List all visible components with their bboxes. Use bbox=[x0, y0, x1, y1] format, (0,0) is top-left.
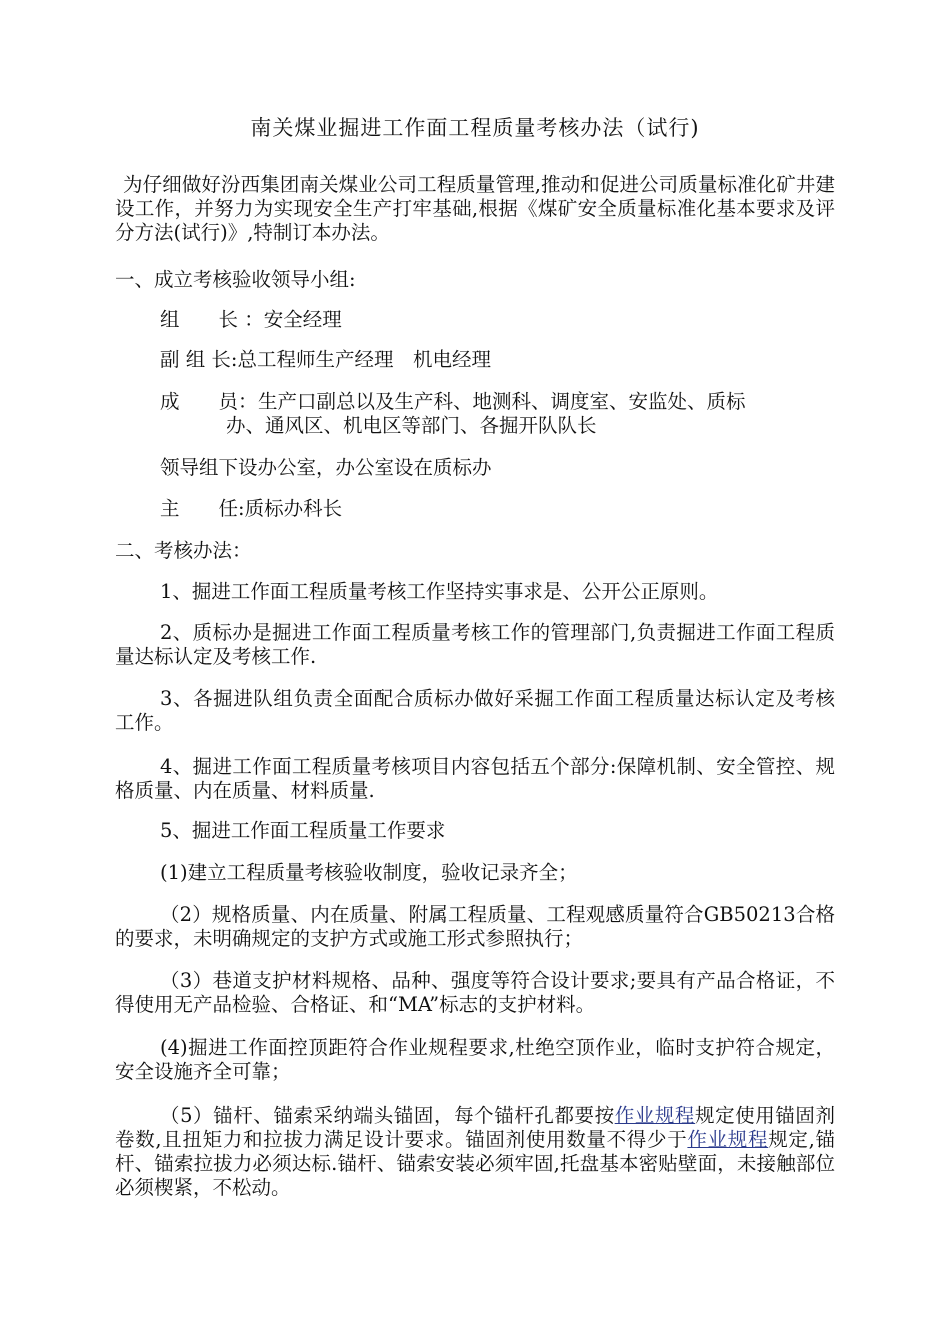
vice-leader-line: 副 组 长:总工程师生产经理 机电经理 bbox=[160, 348, 491, 371]
intro-paragraph: 为仔细做好汾西集团南关煤业公司工程质量管理,推动和促进公司质量标准化矿井建设工作，并努力为实现安全生产打牢基础,根据《煤矿安全质量标准化基本要求及评分方法(试行)》,特制订本办法。 bbox=[115, 173, 835, 244]
section2-heading: 二、考核办法： bbox=[115, 539, 252, 562]
item-5: 5、掘进工作面工程质量工作要求 bbox=[160, 819, 446, 842]
requirement-3: （3）巷道支护材料规格、品种、强度等符合设计要求;要具有产品合格证，不得使用无产品检验、合格证、和“MA”标志的支护材料。 bbox=[115, 969, 835, 1016]
item-2: 2、质标办是掘进工作面工程质量考核工作的管理部门,负责掘进工作面工程质量达标认定及考核工作. bbox=[115, 621, 835, 668]
requirement-5-text-a: （5）锚杆、锚索采纳端头锚固，每个锚杆孔都要按 bbox=[160, 1104, 615, 1127]
item-4: 4、掘进工作面工程质量考核项目内容包括五个部分:保障机制、安全管控、规格质量、内在质量、材料质量. bbox=[115, 755, 835, 802]
members-line-2: 办、通风区、机电区等部门、各掘开队队长 bbox=[226, 414, 597, 437]
office-line: 领导组下设办公室，办公室设在质标办 bbox=[160, 456, 492, 479]
item-3: 3、各掘进队组负责全面配合质标办做好采掘工作面工程质量达标认定及考核工作。 bbox=[115, 687, 835, 734]
work-procedure-link-1[interactable]: 作业规程 bbox=[614, 1104, 695, 1127]
requirement-5-text-c: 规定,锚杆、锚索拉拔力必须达标.锚杆、锚索安装必须牢固,托盘基本密贴壁面，未接触部位必须楔紧，不松动。 bbox=[115, 1128, 835, 1199]
leader-line: 组 长 ：安全经理 bbox=[160, 308, 342, 331]
requirement-5-text-b: 规定使用锚固剂卷数,且扭矩力和拉拔力满足设计要求。锚固剂使用数量不得少于 bbox=[115, 1104, 835, 1151]
requirement-4: (4)掘进工作面控顶距符合作业规程要求,杜绝空顶作业，临时支护符合规定，安全设施齐全可靠； bbox=[115, 1036, 835, 1083]
requirement-2: （2）规格质量、内在质量、附属工程质量、工程观感质量符合GB50213合格的要求，未明确规定的支护方式或施工形式参照执行； bbox=[115, 903, 835, 950]
members-line-1: 生产口副总以及生产科、地测科、调度室、安监处、质标 bbox=[258, 390, 746, 413]
director-line: 主 任:质标办科长 bbox=[160, 497, 343, 520]
members-label: 成 员： bbox=[160, 390, 258, 413]
document-title: 南关煤业掘进工作面工程质量考核办法（试行) bbox=[250, 116, 700, 140]
requirement-5 bbox=[115, 1104, 835, 1200]
requirement-1: (1)建立工程质量考核验收制度，验收记录齐全； bbox=[160, 861, 578, 884]
work-procedure-link-2[interactable]: 作业规程 bbox=[687, 1128, 769, 1151]
section1-heading: 一、成立考核验收领导小组: bbox=[115, 268, 356, 291]
item-1: 1、掘进工作面工程质量考核工作坚持实事求是、公开公正原则。 bbox=[160, 580, 719, 603]
